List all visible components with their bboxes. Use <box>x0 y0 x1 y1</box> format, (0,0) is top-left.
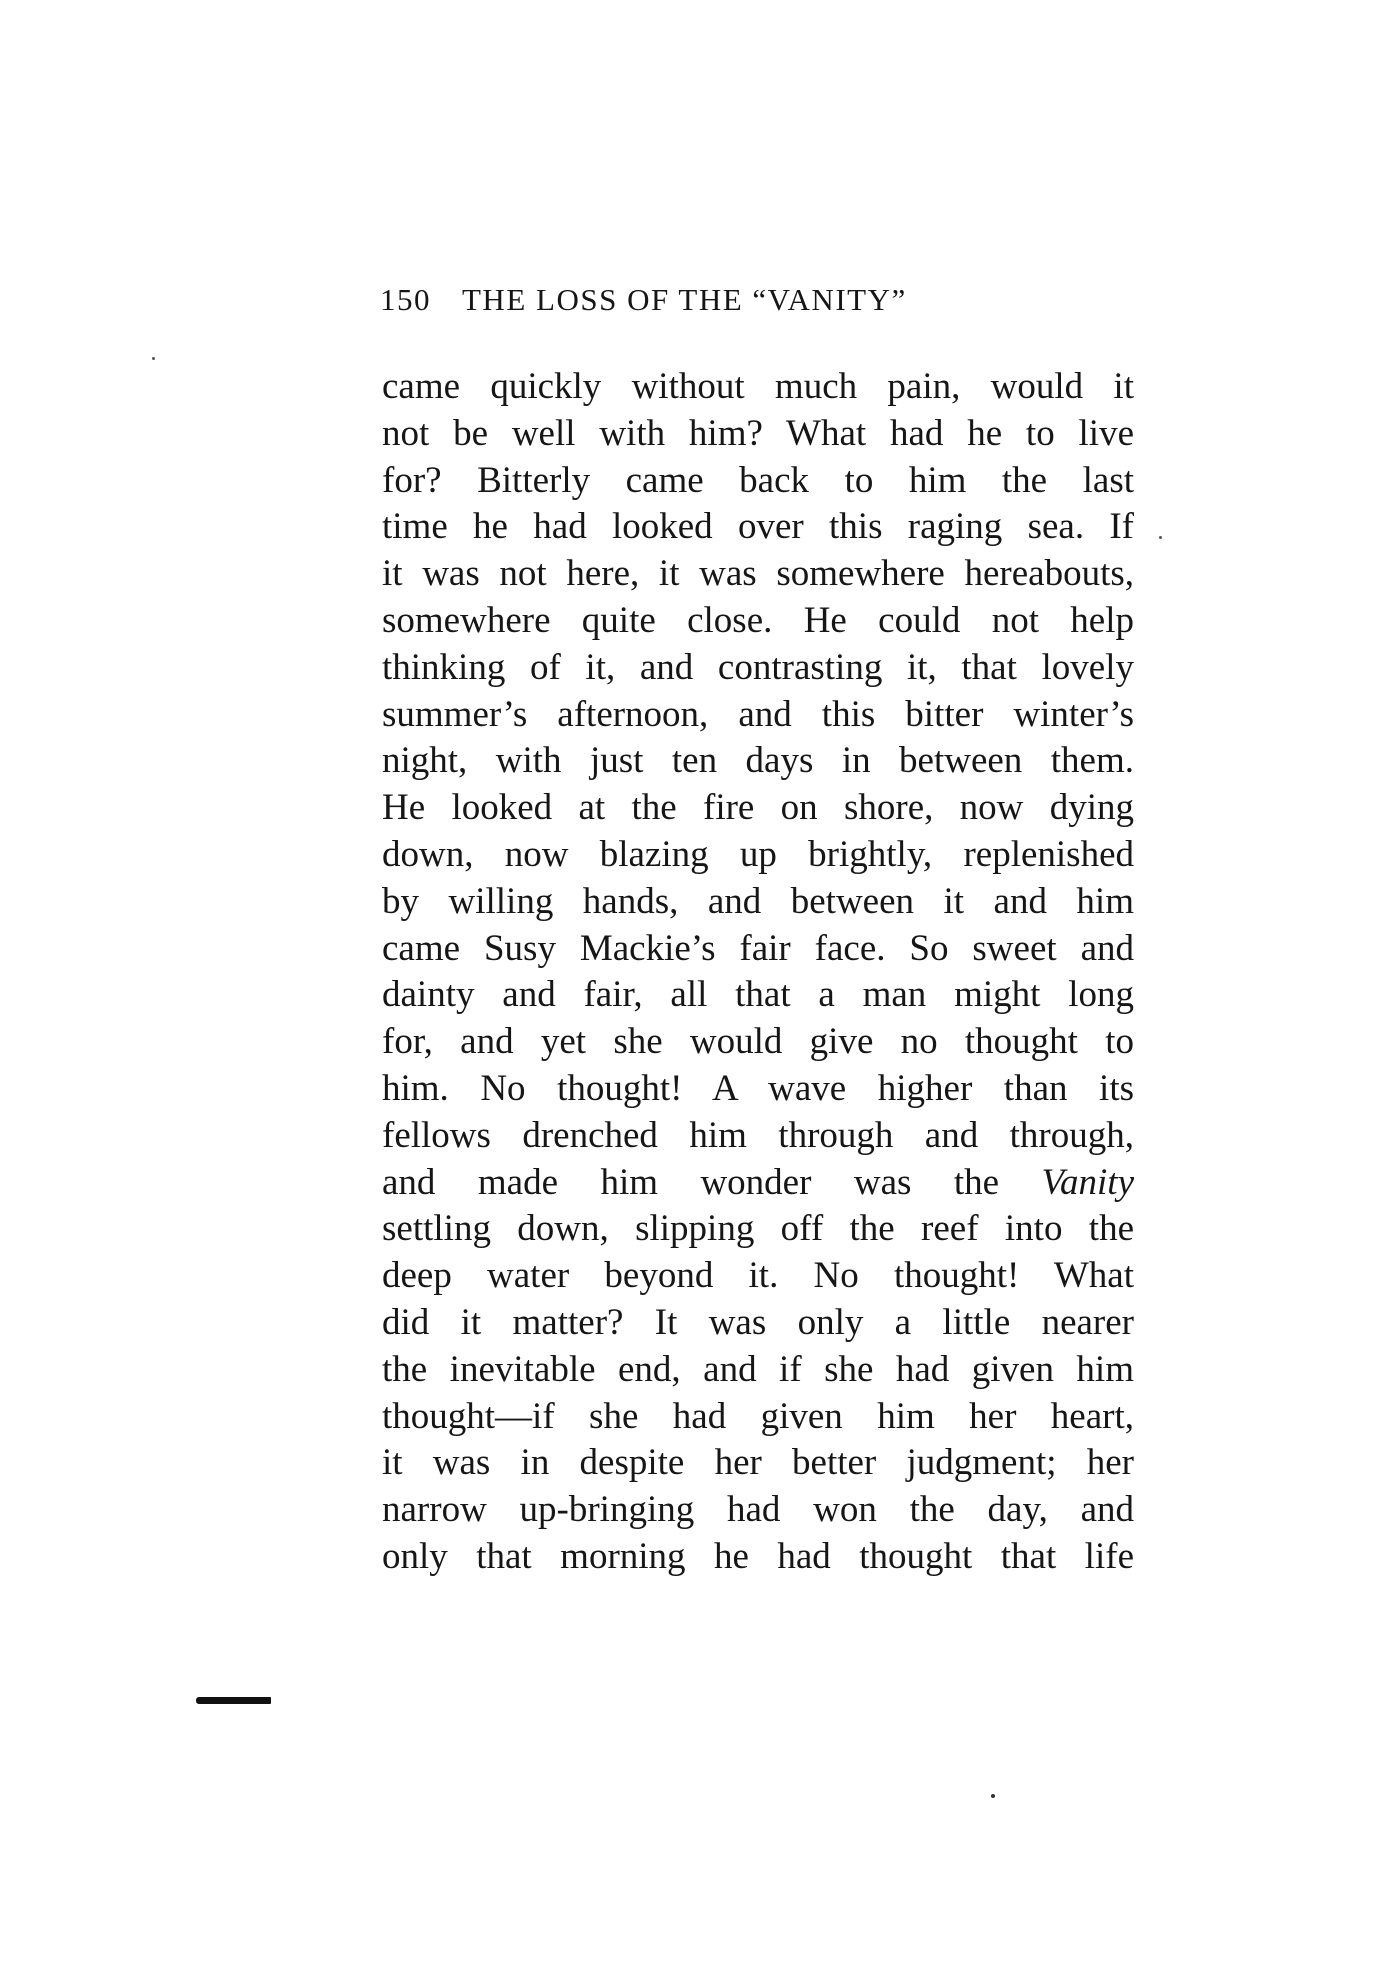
page-number: 150 <box>380 282 431 317</box>
text-line: settling down, slipping off the reef into the <box>382 1208 1134 1250</box>
text-line: came quickly without much pain, would it <box>382 366 1134 407</box>
text-segment: and made him wonder was the <box>382 1161 1000 1203</box>
text-line: somewhere quite close. He could not help <box>382 599 1134 641</box>
text-line: narrow up-bringing had won the day, and <box>382 1489 1134 1531</box>
ink-mark <box>196 1697 271 1704</box>
body-text <box>382 364 1134 1581</box>
text-line: for? Bitterly came back to him the last <box>382 459 1134 501</box>
text-line: came Susy Mackie’s fair face. So sweet and <box>382 927 1134 969</box>
text-line: it was in despite her better judgment; her <box>382 1442 1134 1484</box>
text-line: the inevitable end, and if she had given him <box>382 1348 1134 1390</box>
running-head <box>380 282 1025 322</box>
text-line: He looked at the fire on shore, now dying <box>382 787 1134 829</box>
text-line-with-italic <box>382 1160 1134 1207</box>
text-line: it was not here, it was somewhere hereabouts, <box>382 553 1134 595</box>
text-line: deep water beyond it. No thought! What <box>382 1255 1134 1297</box>
text-line: not be well with him? What had he to live <box>382 412 1134 454</box>
ink-speck <box>1159 536 1162 539</box>
text-line: only that morning he had thought that life <box>382 1535 1134 1577</box>
italic-ship-name: Vanity <box>1041 1161 1134 1203</box>
text-line: night, with just ten days in between them. <box>382 740 1134 782</box>
text-line: thinking of it, and contrasting it, that lovely <box>382 646 1134 688</box>
text-line: thought—if she had given him her heart, <box>382 1395 1134 1437</box>
running-title: THE LOSS OF THE “VANITY” <box>462 282 907 317</box>
text-line: summer’s afternoon, and this bitter winter’s <box>382 693 1134 735</box>
text-line: for, and yet she would give no thought to <box>382 1021 1134 1063</box>
text-line: down, now blazing up brightly, replenished <box>382 833 1134 875</box>
text-line: dainty and fair, all that a man might long <box>382 974 1134 1016</box>
text-line: time he had looked over this raging sea. If <box>382 506 1134 548</box>
text-line: by willing hands, and between it and him <box>382 880 1134 922</box>
ink-speck <box>152 357 155 360</box>
ink-speck <box>991 1794 995 1798</box>
text-line: fellows drenched him through and through, <box>382 1114 1134 1156</box>
text-line: him. No thought! A wave higher than its <box>382 1067 1134 1109</box>
text-line: did it matter? It was only a little nearer <box>382 1301 1134 1343</box>
